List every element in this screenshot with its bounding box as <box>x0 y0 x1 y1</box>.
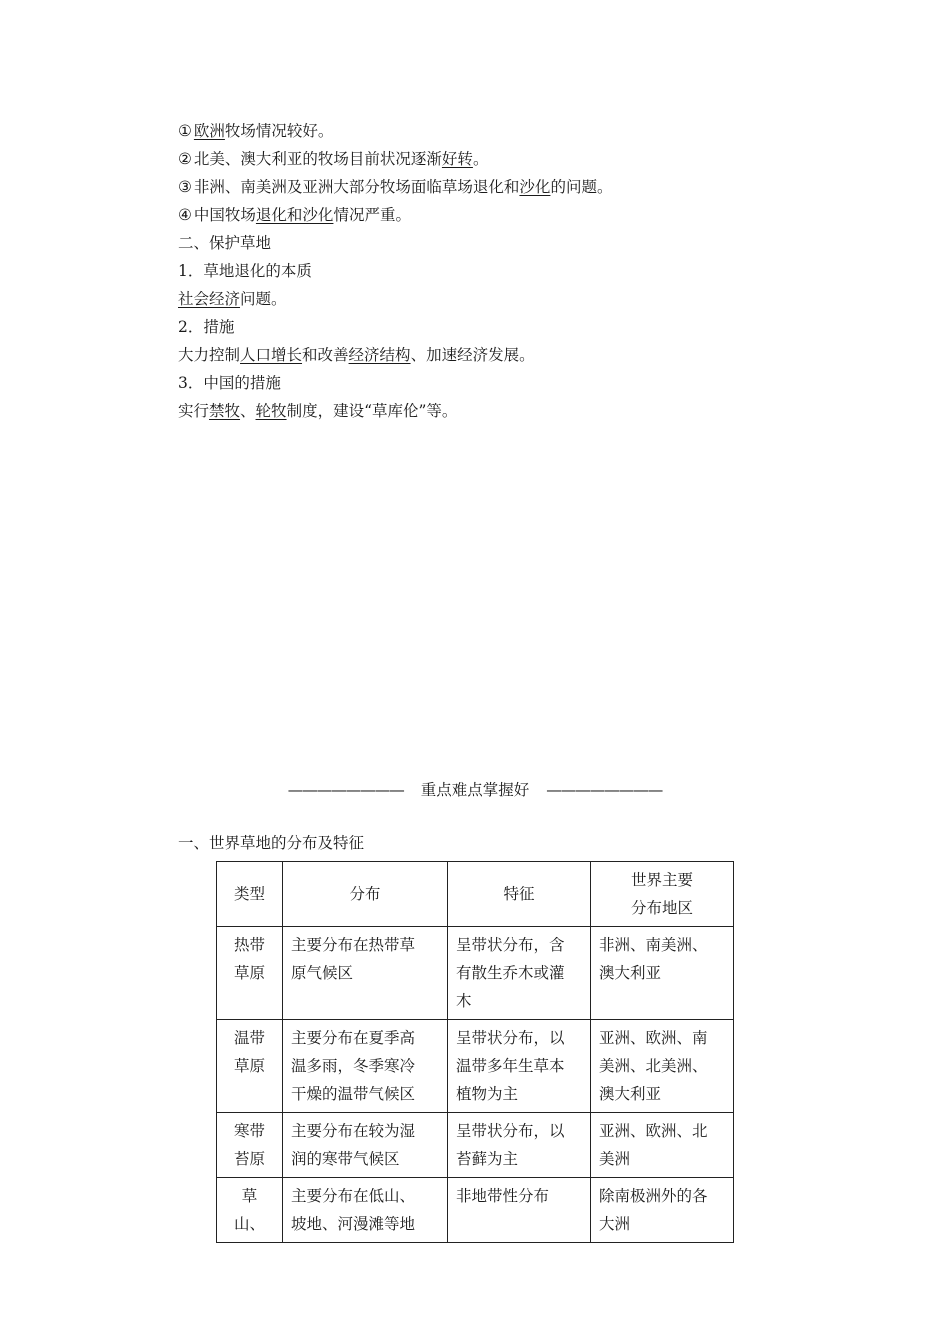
status-item <box>178 120 333 142</box>
divider-dash-left: ———————— <box>287 781 404 799</box>
divider-dash-right: ———————— <box>546 781 663 799</box>
text-run: 问题。 <box>240 290 287 308</box>
table-heading: 一、世界草地的分布及特征 <box>178 834 365 852</box>
text-run: 情况严重。 <box>333 206 411 224</box>
measures-text <box>178 344 535 366</box>
table-row <box>217 1113 734 1178</box>
text-run: 大力控制 <box>178 346 241 364</box>
text-run: 中国牧场 <box>193 206 256 224</box>
answer-blank: 社会经济 <box>178 290 241 308</box>
table-row <box>217 1178 734 1243</box>
cell-feature: 呈带状分布，以 温带多年生草本 植物为主 <box>448 1020 591 1113</box>
table-row <box>217 1020 734 1113</box>
header-region: 世界主要 分布地区 <box>591 862 734 927</box>
answer-blank: 沙化 <box>519 178 551 196</box>
cell-region: 除南极洲外的各 大洲 <box>591 1178 734 1243</box>
subheading-china-measures: 3．中国的措施 <box>178 374 281 392</box>
answer-blank: 经济结构 <box>348 346 411 364</box>
cell-distribution: 主要分布在低山、 坡地、河漫滩等地 <box>283 1178 448 1243</box>
cell-feature: 非地带性分布 <box>448 1178 591 1243</box>
cell-region: 亚洲、欧洲、北 美洲 <box>591 1113 734 1178</box>
text-run: 制度，建设“草库伦”等。 <box>286 402 458 420</box>
text-run: 非洲、南美洲及亚洲大部分牧场面临草场退化和 <box>193 178 520 196</box>
section-divider <box>0 778 950 800</box>
item-marker: ① <box>178 122 192 140</box>
cell-distribution: 主要分布在夏季高 温多雨，冬季寒冷 干燥的温带气候区 <box>283 1020 448 1113</box>
cell-region: 非洲、南美洲、 澳大利亚 <box>591 927 734 1020</box>
text-run: 牧场情况较好。 <box>224 122 334 140</box>
header-type: 类型 <box>217 862 283 927</box>
table-row <box>217 927 734 1020</box>
essence-text <box>178 288 287 310</box>
cell-type: 温带 草原 <box>217 1020 283 1113</box>
text-run: 和改善 <box>302 346 349 364</box>
text-run: 、 <box>240 402 256 420</box>
subheading-essence: 1．草地退化的本质 <box>178 262 312 280</box>
table-header-row <box>217 862 734 927</box>
text-run: 实行 <box>178 402 210 420</box>
text-run: 、加速经济发展。 <box>410 346 535 364</box>
grassland-table <box>216 861 734 1243</box>
item-marker: ④ <box>178 206 192 224</box>
cell-type: 热带 草原 <box>217 927 283 1020</box>
status-item <box>178 148 488 170</box>
subheading-measures: 2．措施 <box>178 318 235 336</box>
section-heading-protect: 二、保护草地 <box>178 234 272 252</box>
cell-region: 亚洲、欧洲、南 美洲、北美洲、 澳大利亚 <box>591 1020 734 1113</box>
header-distribution: 分布 <box>283 862 448 927</box>
cell-feature: 呈带状分布，以 苔藓为主 <box>448 1113 591 1178</box>
cell-type: 寒带 苔原 <box>217 1113 283 1178</box>
text-run: 北美、澳大利亚的牧场目前状况逐渐 <box>193 150 442 168</box>
answer-blank: 人口增长 <box>240 346 303 364</box>
answer-blank: 轮牧 <box>255 402 287 420</box>
text-run: 的问题。 <box>550 178 613 196</box>
cell-distribution: 主要分布在较为湿 润的寒带气候区 <box>283 1113 448 1178</box>
answer-blank: 好转 <box>441 150 473 168</box>
answer-blank: 退化和沙化 <box>255 206 334 224</box>
china-measures-text <box>178 400 457 422</box>
item-marker: ③ <box>178 178 192 196</box>
answer-blank: 欧洲 <box>193 122 225 140</box>
cell-type: 草 山、 <box>217 1178 283 1243</box>
status-item <box>178 204 411 226</box>
cell-distribution: 主要分布在热带草 原气候区 <box>283 927 448 1020</box>
status-item <box>178 176 612 198</box>
text-run: 。 <box>472 150 489 168</box>
divider-label: 重点难点掌握好 <box>420 781 530 799</box>
header-feature: 特征 <box>448 862 591 927</box>
item-marker: ② <box>178 150 192 168</box>
answer-blank: 禁牧 <box>209 402 241 420</box>
cell-feature: 呈带状分布，含 有散生乔木或灌 木 <box>448 927 591 1020</box>
